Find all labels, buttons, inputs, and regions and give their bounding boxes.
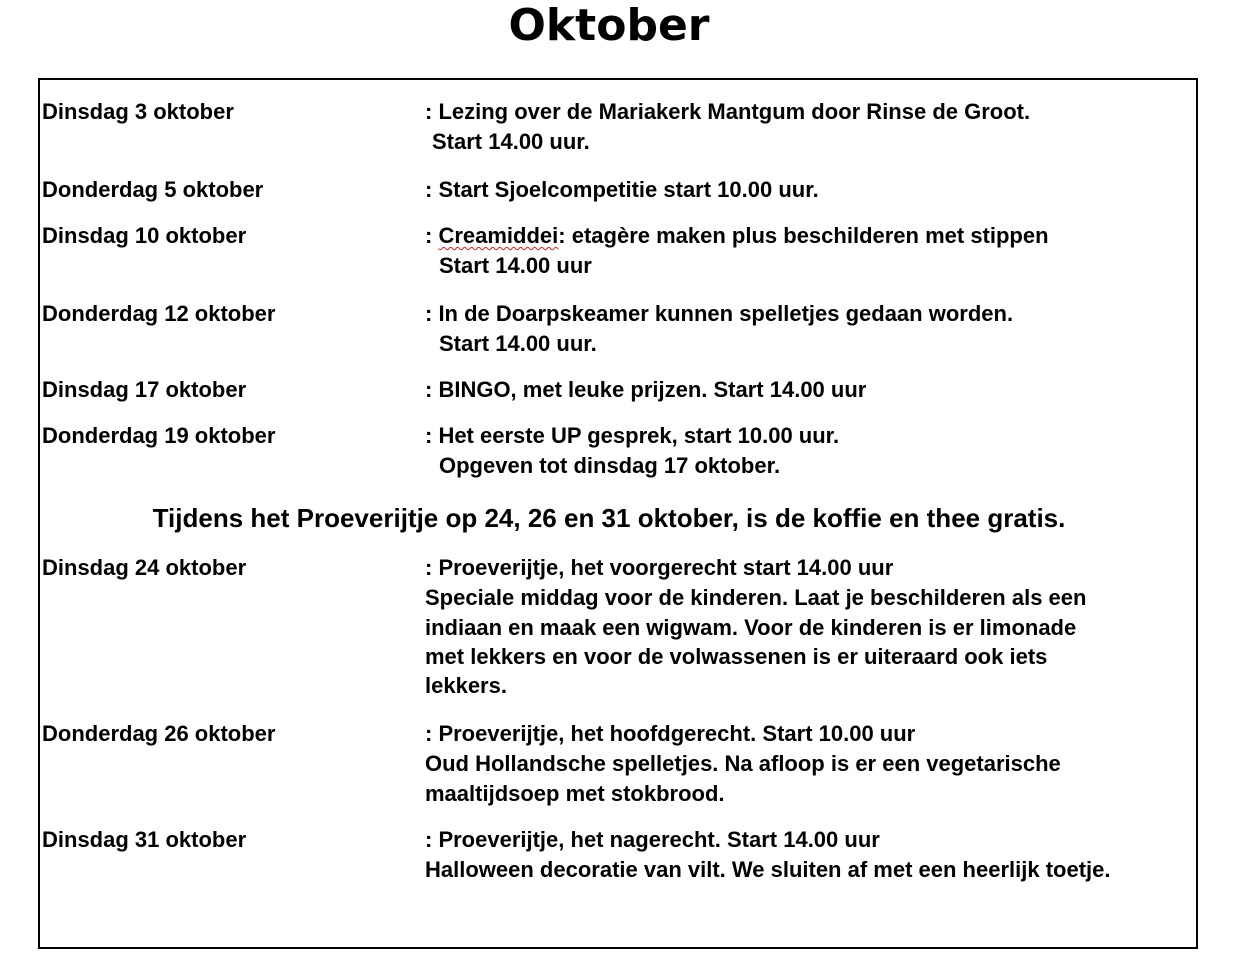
event-description-continued: Halloween decoratie van vilt. We sluiten af met een heerlijk toetje. <box>425 857 1111 882</box>
event-date: Dinsdag 24 oktober <box>42 555 247 580</box>
event-description <box>425 221 1049 251</box>
event-description-continued: indiaan en maak een wigwam. Voor de kinderen is er limonade <box>425 615 1077 640</box>
event-description: : Start Sjoelcompetitie start 10.00 uur. <box>425 177 819 202</box>
event-date: Donderdag 19 oktober <box>42 423 276 448</box>
event-date: Dinsdag 31 oktober <box>42 827 247 852</box>
event-description-continued: Start 14.00 uur. <box>439 331 597 356</box>
event-description-prefix: : <box>425 223 439 248</box>
event-description: : Het eerste UP gesprek, start 10.00 uur. <box>425 423 840 448</box>
event-description-continued: Start 14.00 uur <box>439 253 592 278</box>
event-description-continued: lekkers. <box>425 673 507 698</box>
event-description: : Proeverijtje, het voorgerecht start 14.00 uur <box>425 555 894 580</box>
event-description: : In de Doarpskeamer kunnen spelletjes gedaan worden. <box>425 301 1014 326</box>
event-description-continued: Oud Hollandsche spelletjes. Na afloop is er een vegetarische <box>425 751 1061 776</box>
event-description: : Lezing over de Mariakerk Mantgum door Rinse de Groot. <box>425 99 1031 124</box>
spellcheck-flagged-word[interactable]: Creamiddei <box>438 223 559 248</box>
event-date: Dinsdag 10 oktober <box>42 223 247 248</box>
event-description: : BINGO, met leuke prijzen. Start 14.00 uur <box>425 377 867 402</box>
event-date: Dinsdag 3 oktober <box>42 99 234 124</box>
event-date: Donderdag 5 oktober <box>42 177 264 202</box>
event-description-continued: maaltijdsoep met stokbrood. <box>425 781 725 806</box>
page-title: Oktober <box>508 0 710 51</box>
event-description-continued: Start 14.00 uur. <box>432 129 590 154</box>
event-description-rest: : etagère maken plus beschilderen met stippen <box>558 223 1049 248</box>
event-description: : Proeverijtje, het hoofdgerecht. Start 10.00 uur <box>425 721 916 746</box>
event-description-continued: Opgeven tot dinsdag 17 oktober. <box>439 453 781 478</box>
event-description: : Proeverijtje, het nagerecht. Start 14.00 uur <box>425 827 880 852</box>
event-date: Donderdag 26 oktober <box>42 721 276 746</box>
event-description-continued: met lekkers en voor de volwassenen is er uiteraard ook iets <box>425 644 1048 669</box>
event-date: Donderdag 12 oktober <box>42 301 276 326</box>
free-coffee-banner: Tijdens het Proeverijtje op 24, 26 en 31 oktober, is de koffie en thee gratis. <box>152 503 1066 533</box>
event-description-continued: Speciale middag voor de kinderen. Laat je beschilderen als een <box>425 585 1087 610</box>
event-date: Dinsdag 17 oktober <box>42 377 247 402</box>
